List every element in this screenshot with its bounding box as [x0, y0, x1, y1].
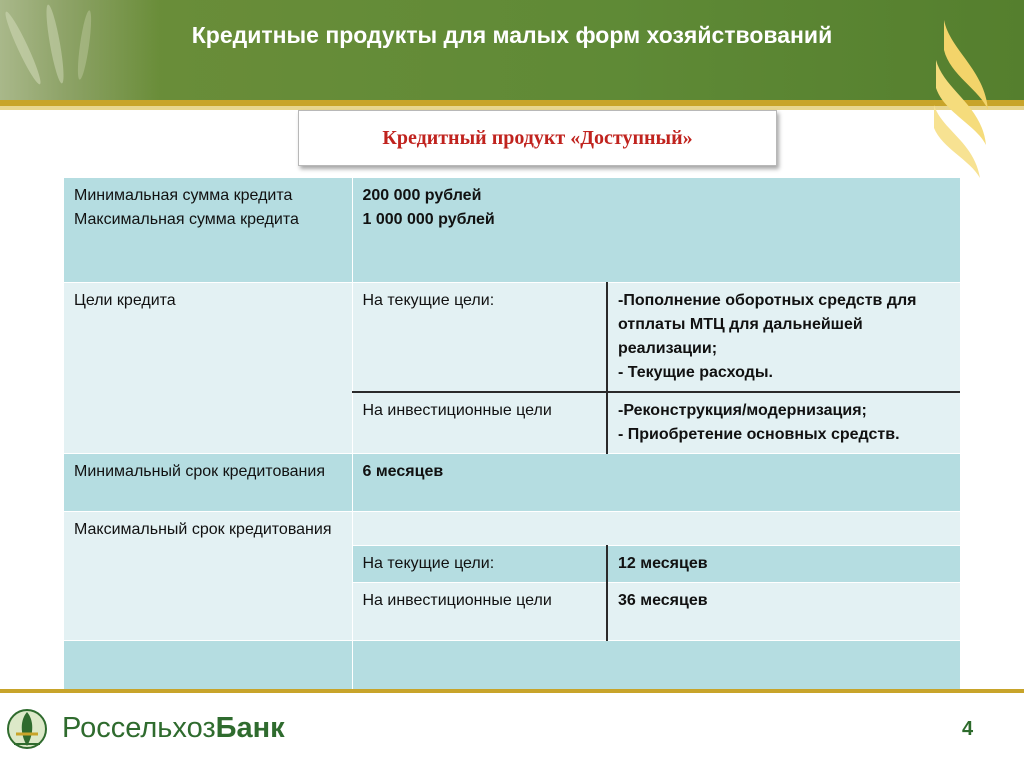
max-amount-value: 1 000 000 рублей [362, 211, 495, 228]
max-term-current-label: На текущие цели: [352, 545, 607, 582]
credit-terms-table [64, 178, 960, 693]
table-row-goals-current [64, 282, 960, 392]
amount-values [352, 178, 960, 282]
goals-current-value-1: -Пополнение оборотных средств для отплаты МТЦ для дальнейшей реализации; [618, 291, 917, 357]
goals-current-value [607, 282, 960, 392]
min-amount-value: 200 000 рублей [362, 187, 482, 204]
amount-label: Минимальная сумма кредита Максимальная сумма кредита [64, 178, 352, 282]
slide-title: Кредитные продукты для малых форм хозяйствований [191, 22, 833, 48]
max-term-invest-value: 36 месяцев [607, 582, 960, 640]
wheat-logo-icon [930, 20, 1000, 180]
table-row-empty [64, 640, 960, 693]
page-number: 4 [962, 718, 974, 740]
header-bar [0, 0, 1024, 100]
max-term-label: Максимальный срок кредитования [64, 511, 352, 640]
product-title-box: Кредитный продукт «Доступный» [298, 110, 777, 166]
table-row-amount [64, 178, 960, 282]
goals-invest-value-2: - Приобретение основных средств. [618, 425, 900, 443]
goals-current-label: На текущие цели: [352, 282, 607, 392]
bank-logo-icon [6, 704, 48, 754]
footer-divider [0, 689, 1024, 693]
table-row-min-term [64, 453, 960, 511]
goals-invest-label: На инвестиционные цели [352, 392, 607, 454]
goals-invest-value [607, 392, 960, 454]
bank-name: РоссельхозБанк [62, 712, 285, 744]
min-term-label: Минимальный срок кредитования [64, 453, 352, 511]
min-term-value: 6 месяцев [352, 453, 960, 511]
goals-current-value-2: - Текущие расходы. [618, 363, 773, 381]
goals-label: Цели кредита [64, 282, 352, 453]
max-term-invest-label: На инвестиционные цели [352, 582, 607, 640]
table-row-max-term-head [64, 511, 960, 545]
max-term-current-value: 12 месяцев [607, 545, 960, 582]
goals-invest-value-1: -Реконструкция/модернизация; [618, 401, 867, 419]
wheat-decoration [0, 0, 160, 100]
